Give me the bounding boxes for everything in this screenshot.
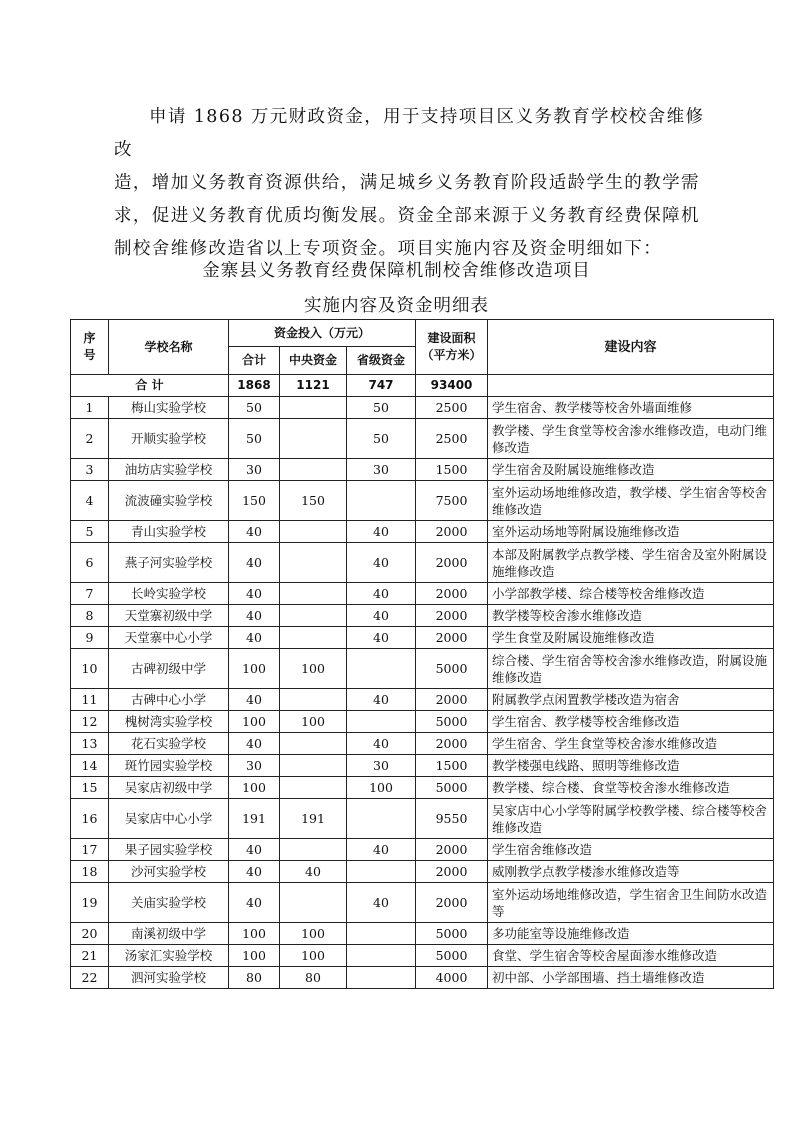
row-area: 2000 bbox=[416, 627, 488, 649]
row-area: 9550 bbox=[416, 799, 488, 839]
row-provincial: 30 bbox=[347, 459, 416, 481]
row-content: 综合楼、学生宿舍等校舍渗水维修改造，附属设施维修改造 bbox=[488, 649, 774, 689]
row-content: 本部及附属教学点教学楼、学生宿舍及室外附属设施维修改造 bbox=[488, 543, 774, 583]
row-area: 2000 bbox=[416, 689, 488, 711]
row-provincial bbox=[347, 711, 416, 733]
row-provincial bbox=[347, 923, 416, 945]
row-total: 100 bbox=[229, 649, 280, 689]
row-number: 2 bbox=[71, 419, 109, 459]
row-school: 梅山实验学校 bbox=[109, 397, 229, 419]
row-central bbox=[280, 689, 347, 711]
row-number: 1 bbox=[71, 397, 109, 419]
row-school: 燕子河实验学校 bbox=[109, 543, 229, 583]
row-number: 13 bbox=[71, 733, 109, 755]
table-row bbox=[71, 777, 774, 799]
row-school: 汤家汇实验学校 bbox=[109, 945, 229, 967]
total-content bbox=[488, 375, 774, 397]
row-school: 南溪初级中学 bbox=[109, 923, 229, 945]
intro-line-1: 申请 1868 万元财政资金，用于支持项目区义务教育学校校舍维修改 bbox=[114, 107, 705, 160]
row-school: 吴家店初级中学 bbox=[109, 777, 229, 799]
row-area: 2000 bbox=[416, 543, 488, 583]
row-content: 食堂、学生宿舍等校舍屋面渗水维修改造 bbox=[488, 945, 774, 967]
row-number: 6 bbox=[71, 543, 109, 583]
row-central bbox=[280, 419, 347, 459]
table-row bbox=[71, 521, 774, 543]
table-row bbox=[71, 605, 774, 627]
row-total: 191 bbox=[229, 799, 280, 839]
row-central: 191 bbox=[280, 799, 347, 839]
row-number: 22 bbox=[71, 967, 109, 989]
row-number: 9 bbox=[71, 627, 109, 649]
row-total: 100 bbox=[229, 777, 280, 799]
row-provincial bbox=[347, 799, 416, 839]
table-row bbox=[71, 397, 774, 419]
row-total: 150 bbox=[229, 481, 280, 521]
row-content: 教学楼强电线路、照明等维修改造 bbox=[488, 755, 774, 777]
row-content: 教学楼、综合楼、食堂等校舍渗水维修改造 bbox=[488, 777, 774, 799]
row-content: 学生宿舍、教学楼等校舍外墙面维修 bbox=[488, 397, 774, 419]
table-title-line1: 金寨县义务教育经费保障机制校舍维修改造项目 bbox=[202, 261, 591, 281]
table-row bbox=[71, 967, 774, 989]
header-funding: 资金投入（万元） bbox=[229, 320, 416, 347]
row-number: 12 bbox=[71, 711, 109, 733]
row-provincial: 40 bbox=[347, 883, 416, 923]
row-school: 花石实验学校 bbox=[109, 733, 229, 755]
row-provincial: 40 bbox=[347, 627, 416, 649]
row-total: 40 bbox=[229, 543, 280, 583]
row-provincial: 40 bbox=[347, 689, 416, 711]
row-central bbox=[280, 543, 347, 583]
row-school: 泗河实验学校 bbox=[109, 967, 229, 989]
row-provincial bbox=[347, 649, 416, 689]
total-row bbox=[71, 375, 774, 397]
row-central bbox=[280, 883, 347, 923]
row-area: 5000 bbox=[416, 777, 488, 799]
row-total: 30 bbox=[229, 459, 280, 481]
row-central bbox=[280, 839, 347, 861]
row-content: 教学楼、学生食堂等校舍渗水维修改造，电动门维修改造 bbox=[488, 419, 774, 459]
table-row bbox=[71, 711, 774, 733]
row-provincial: 50 bbox=[347, 419, 416, 459]
row-school: 关庙实验学校 bbox=[109, 883, 229, 923]
row-central bbox=[280, 397, 347, 419]
row-number: 5 bbox=[71, 521, 109, 543]
row-central bbox=[280, 755, 347, 777]
row-content: 小学部教学楼、综合楼等校舍维修改造 bbox=[488, 583, 774, 605]
row-area: 1500 bbox=[416, 459, 488, 481]
row-central: 100 bbox=[280, 711, 347, 733]
total-central: 1121 bbox=[280, 375, 347, 397]
row-number: 10 bbox=[71, 649, 109, 689]
row-total: 50 bbox=[229, 419, 280, 459]
table-row bbox=[71, 649, 774, 689]
row-total: 80 bbox=[229, 967, 280, 989]
row-total: 50 bbox=[229, 397, 280, 419]
row-area: 1500 bbox=[416, 755, 488, 777]
row-provincial: 30 bbox=[347, 755, 416, 777]
row-school: 槐树湾实验学校 bbox=[109, 711, 229, 733]
total-label: 合 计 bbox=[71, 375, 229, 397]
intro-line-4: 制校舍维修改造省以上专项资金。项目实施内容及资金明细如下： bbox=[114, 239, 663, 259]
row-content: 多功能室等设施维修改造 bbox=[488, 923, 774, 945]
row-area: 7500 bbox=[416, 481, 488, 521]
row-area: 2000 bbox=[416, 583, 488, 605]
row-area: 2000 bbox=[416, 733, 488, 755]
row-number: 7 bbox=[71, 583, 109, 605]
table-row bbox=[71, 883, 774, 923]
row-school: 流波䃥实验学校 bbox=[109, 481, 229, 521]
row-provincial: 100 bbox=[347, 777, 416, 799]
row-total: 100 bbox=[229, 711, 280, 733]
intro-paragraph bbox=[114, 101, 714, 266]
table-title-line2: 实施内容及资金明细表 bbox=[304, 296, 489, 316]
header-seq: 序号 bbox=[71, 320, 109, 375]
row-provincial bbox=[347, 967, 416, 989]
row-area: 2000 bbox=[416, 861, 488, 883]
row-number: 11 bbox=[71, 689, 109, 711]
row-total: 40 bbox=[229, 733, 280, 755]
row-central: 150 bbox=[280, 481, 347, 521]
row-area: 2000 bbox=[416, 883, 488, 923]
row-school: 斑竹园实验学校 bbox=[109, 755, 229, 777]
row-content: 室外运动场地维修改造，学生宿舍卫生间防水改造等 bbox=[488, 883, 774, 923]
header-central: 中央资金 bbox=[280, 347, 347, 375]
row-number: 19 bbox=[71, 883, 109, 923]
row-content: 教学楼等校舍渗水维修改造 bbox=[488, 605, 774, 627]
funding-table bbox=[70, 319, 774, 989]
row-content: 威刚教学点教学楼渗水维修改造等 bbox=[488, 861, 774, 883]
total-area: 93400 bbox=[416, 375, 488, 397]
row-total: 40 bbox=[229, 861, 280, 883]
row-content: 学生宿舍维修改造 bbox=[488, 839, 774, 861]
row-number: 15 bbox=[71, 777, 109, 799]
row-total: 40 bbox=[229, 627, 280, 649]
total-provincial: 747 bbox=[347, 375, 416, 397]
row-school: 青山实验学校 bbox=[109, 521, 229, 543]
row-number: 18 bbox=[71, 861, 109, 883]
row-number: 3 bbox=[71, 459, 109, 481]
header-provincial: 省级资金 bbox=[347, 347, 416, 375]
row-central bbox=[280, 777, 347, 799]
row-content: 学生宿舍、教学楼等校舍维修改造 bbox=[488, 711, 774, 733]
row-total: 100 bbox=[229, 945, 280, 967]
row-central: 80 bbox=[280, 967, 347, 989]
row-total: 40 bbox=[229, 521, 280, 543]
row-central bbox=[280, 459, 347, 481]
row-school: 油坊店实验学校 bbox=[109, 459, 229, 481]
row-area: 5000 bbox=[416, 711, 488, 733]
table-row bbox=[71, 459, 774, 481]
header-total: 合计 bbox=[229, 347, 280, 375]
row-provincial: 40 bbox=[347, 543, 416, 583]
table-row bbox=[71, 689, 774, 711]
row-central bbox=[280, 733, 347, 755]
table-row bbox=[71, 481, 774, 521]
row-content: 吴家店中心小学等附属学校教学楼、综合楼等校舍维修改造 bbox=[488, 799, 774, 839]
row-area: 2000 bbox=[416, 605, 488, 627]
intro-line-2: 造，增加义务教育资源供给，满足城乡义务教育阶段适龄学生的教学需 bbox=[114, 173, 700, 193]
row-number: 21 bbox=[71, 945, 109, 967]
row-central bbox=[280, 605, 347, 627]
row-central bbox=[280, 583, 347, 605]
row-provincial: 50 bbox=[347, 397, 416, 419]
row-content: 学生宿舍、学生食堂等校舍渗水维修改造 bbox=[488, 733, 774, 755]
table-row bbox=[71, 755, 774, 777]
row-central bbox=[280, 521, 347, 543]
row-area: 2500 bbox=[416, 419, 488, 459]
row-central: 40 bbox=[280, 861, 347, 883]
table-row bbox=[71, 733, 774, 755]
row-number: 20 bbox=[71, 923, 109, 945]
row-total: 40 bbox=[229, 883, 280, 923]
row-total: 40 bbox=[229, 583, 280, 605]
total-sum: 1868 bbox=[229, 375, 280, 397]
row-school: 沙河实验学校 bbox=[109, 861, 229, 883]
row-provincial: 40 bbox=[347, 521, 416, 543]
row-total: 40 bbox=[229, 839, 280, 861]
header-area bbox=[416, 320, 488, 375]
row-content: 学生宿舍及附属设施维修改造 bbox=[488, 459, 774, 481]
row-school: 吴家店中心小学 bbox=[109, 799, 229, 839]
table-row bbox=[71, 627, 774, 649]
row-school: 古碑初级中学 bbox=[109, 649, 229, 689]
row-total: 40 bbox=[229, 689, 280, 711]
row-provincial: 40 bbox=[347, 605, 416, 627]
row-area: 2000 bbox=[416, 521, 488, 543]
row-content: 室外运动场地维修改造，教学楼、学生宿舍等校舍维修改造 bbox=[488, 481, 774, 521]
row-school: 果子园实验学校 bbox=[109, 839, 229, 861]
row-content: 学生食堂及附属设施维修改造 bbox=[488, 627, 774, 649]
row-content: 附属教学点闲置教学楼改造为宿舍 bbox=[488, 689, 774, 711]
row-area: 4000 bbox=[416, 967, 488, 989]
row-provincial: 40 bbox=[347, 733, 416, 755]
row-central: 100 bbox=[280, 649, 347, 689]
row-provincial: 40 bbox=[347, 583, 416, 605]
row-number: 14 bbox=[71, 755, 109, 777]
row-number: 4 bbox=[71, 481, 109, 521]
row-number: 17 bbox=[71, 839, 109, 861]
table-row bbox=[71, 945, 774, 967]
row-central: 100 bbox=[280, 923, 347, 945]
intro-line-3: 求，促进义务教育优质均衡发展。资金全部来源于义务教育经费保障机 bbox=[114, 206, 700, 226]
table-row bbox=[71, 583, 774, 605]
table-row bbox=[71, 799, 774, 839]
header-content: 建设内容 bbox=[488, 320, 774, 375]
row-school: 开顺实验学校 bbox=[109, 419, 229, 459]
row-total: 30 bbox=[229, 755, 280, 777]
row-provincial: 40 bbox=[347, 839, 416, 861]
row-content: 初中部、小学部围墙、挡土墙维修改造 bbox=[488, 967, 774, 989]
row-content: 室外运动场地等附属设施维修改造 bbox=[488, 521, 774, 543]
table-row bbox=[71, 923, 774, 945]
row-provincial bbox=[347, 861, 416, 883]
row-total: 100 bbox=[229, 923, 280, 945]
row-area: 2500 bbox=[416, 397, 488, 419]
table-row bbox=[71, 861, 774, 883]
row-provincial bbox=[347, 945, 416, 967]
row-central bbox=[280, 627, 347, 649]
row-central: 100 bbox=[280, 945, 347, 967]
row-area: 5000 bbox=[416, 649, 488, 689]
table-row bbox=[71, 543, 774, 583]
header-school: 学校名称 bbox=[109, 320, 229, 375]
row-school: 古碑中心小学 bbox=[109, 689, 229, 711]
row-area: 5000 bbox=[416, 945, 488, 967]
row-number: 8 bbox=[71, 605, 109, 627]
row-school: 长岭实验学校 bbox=[109, 583, 229, 605]
row-provincial bbox=[347, 481, 416, 521]
row-school: 天堂寨初级中学 bbox=[109, 605, 229, 627]
row-total: 40 bbox=[229, 605, 280, 627]
header-area-text: 建设面积（平方米） bbox=[421, 331, 482, 362]
row-area: 2000 bbox=[416, 839, 488, 861]
table-row bbox=[71, 839, 774, 861]
row-area: 5000 bbox=[416, 923, 488, 945]
row-number: 16 bbox=[71, 799, 109, 839]
row-school: 天堂寨中心小学 bbox=[109, 627, 229, 649]
table-row bbox=[71, 419, 774, 459]
